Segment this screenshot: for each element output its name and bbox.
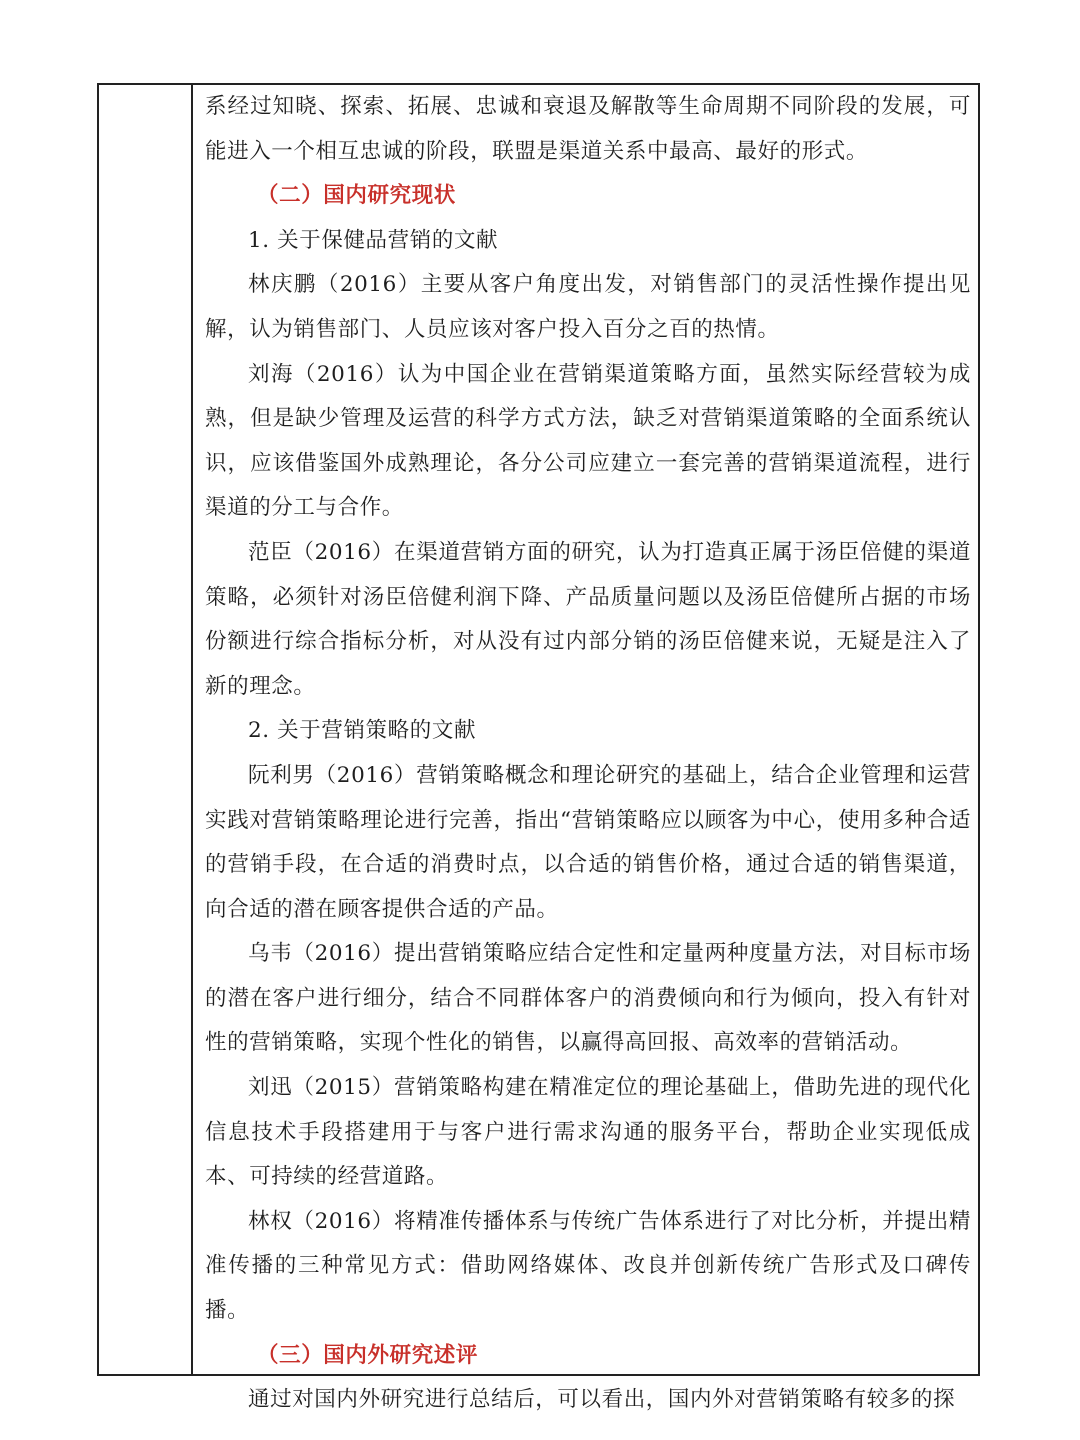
paragraph-ruan-linan: 阮利男（2016）营销策略概念和理论研究的基础上，结合企业管理和运营实践对营销策略理论进行完善，指出“营销策略应以顾客为中心，使用多种合适的营销手段，在合适的消费时点，以合适的销售价格，通过合适的销售渠道，向合适的潜在顾客提供合适的产品。 [205, 762, 971, 922]
table-content-cell [205, 85, 971, 1423]
paragraph-wu-wei: 乌韦（2016）提出营销策略应结合定性和定量两种度量方法，对目标市场的潜在客户进行细分，结合不同群体客户的消费倾向和行为倾向，投入有针对性的营销策略，实现个性化的销售，以赢得高回报、高效率的营销活动。 [205, 941, 971, 1056]
paragraph-continuation: 系经过知晓、探索、拓展、忠诚和衰退及解散等生命周期不同阶段的发展，可能进入一个相互忠诚的阶段，联盟是渠道关系中最高、最好的形式。 [205, 94, 971, 164]
paragraph-lin-qingpeng: 林庆鹏（2016）主要从客户角度出发，对销售部门的灵活性操作提出见解，认为销售部门、人员应该对客户投入百分之百的热情。 [205, 272, 971, 342]
document-table [97, 83, 980, 1413]
subheading-health-product-marketing: 1. 关于保健品营销的文献 [248, 227, 499, 253]
table-left-column [99, 85, 193, 1374]
paragraph-liu-xun: 刘迅（2015）营销策略构建在精准定位的理论基础上，借助先进的现代化信息技术手段搭建用于与客户进行需求沟通的服务平台，帮助企业实现低成本、可持续的经营道路。 [205, 1075, 971, 1190]
section-heading-review: （三）国内外研究述评 [257, 1342, 479, 1368]
section-heading-domestic-research: （二）国内研究现状 [257, 183, 456, 209]
paragraph-fan-chen: 范臣（2016）在渠道营销方面的研究，认为打造真正属于汤臣倍健的渠道策略，必须针对汤臣倍健利润下降、产品质量问题以及汤臣倍健所占据的市场份额进行综合指标分析，对从没有过内部分销的汤臣倍健来说，无疑是注入了新的理念。 [205, 539, 971, 699]
subheading-marketing-strategy: 2. 关于营销策略的文献 [248, 718, 477, 744]
paragraph-lin-quan: 林权（2016）将精准传播体系与传统广告体系进行了对比分析，并提出精准传播的三种常见方式：借助网络媒体、改良并创新传统广告形式及口碑传播。 [205, 1208, 971, 1324]
paragraph-liu-hai: 刘海（2016）认为中国企业在营销渠道策略方面，虽然实际经营较为成熟，但是缺少管理及运营的科学方式方法，缺乏对营销渠道策略的全面系统认识，应该借鉴国外成熟理论，各分公司应建立一套完善的营销渠道流程，进行渠道的分工与合作。 [205, 361, 971, 521]
paragraph-summary: 通过对国内外研究进行总结后，可以看出，国内外对营销策略有较多的探 [248, 1387, 956, 1413]
